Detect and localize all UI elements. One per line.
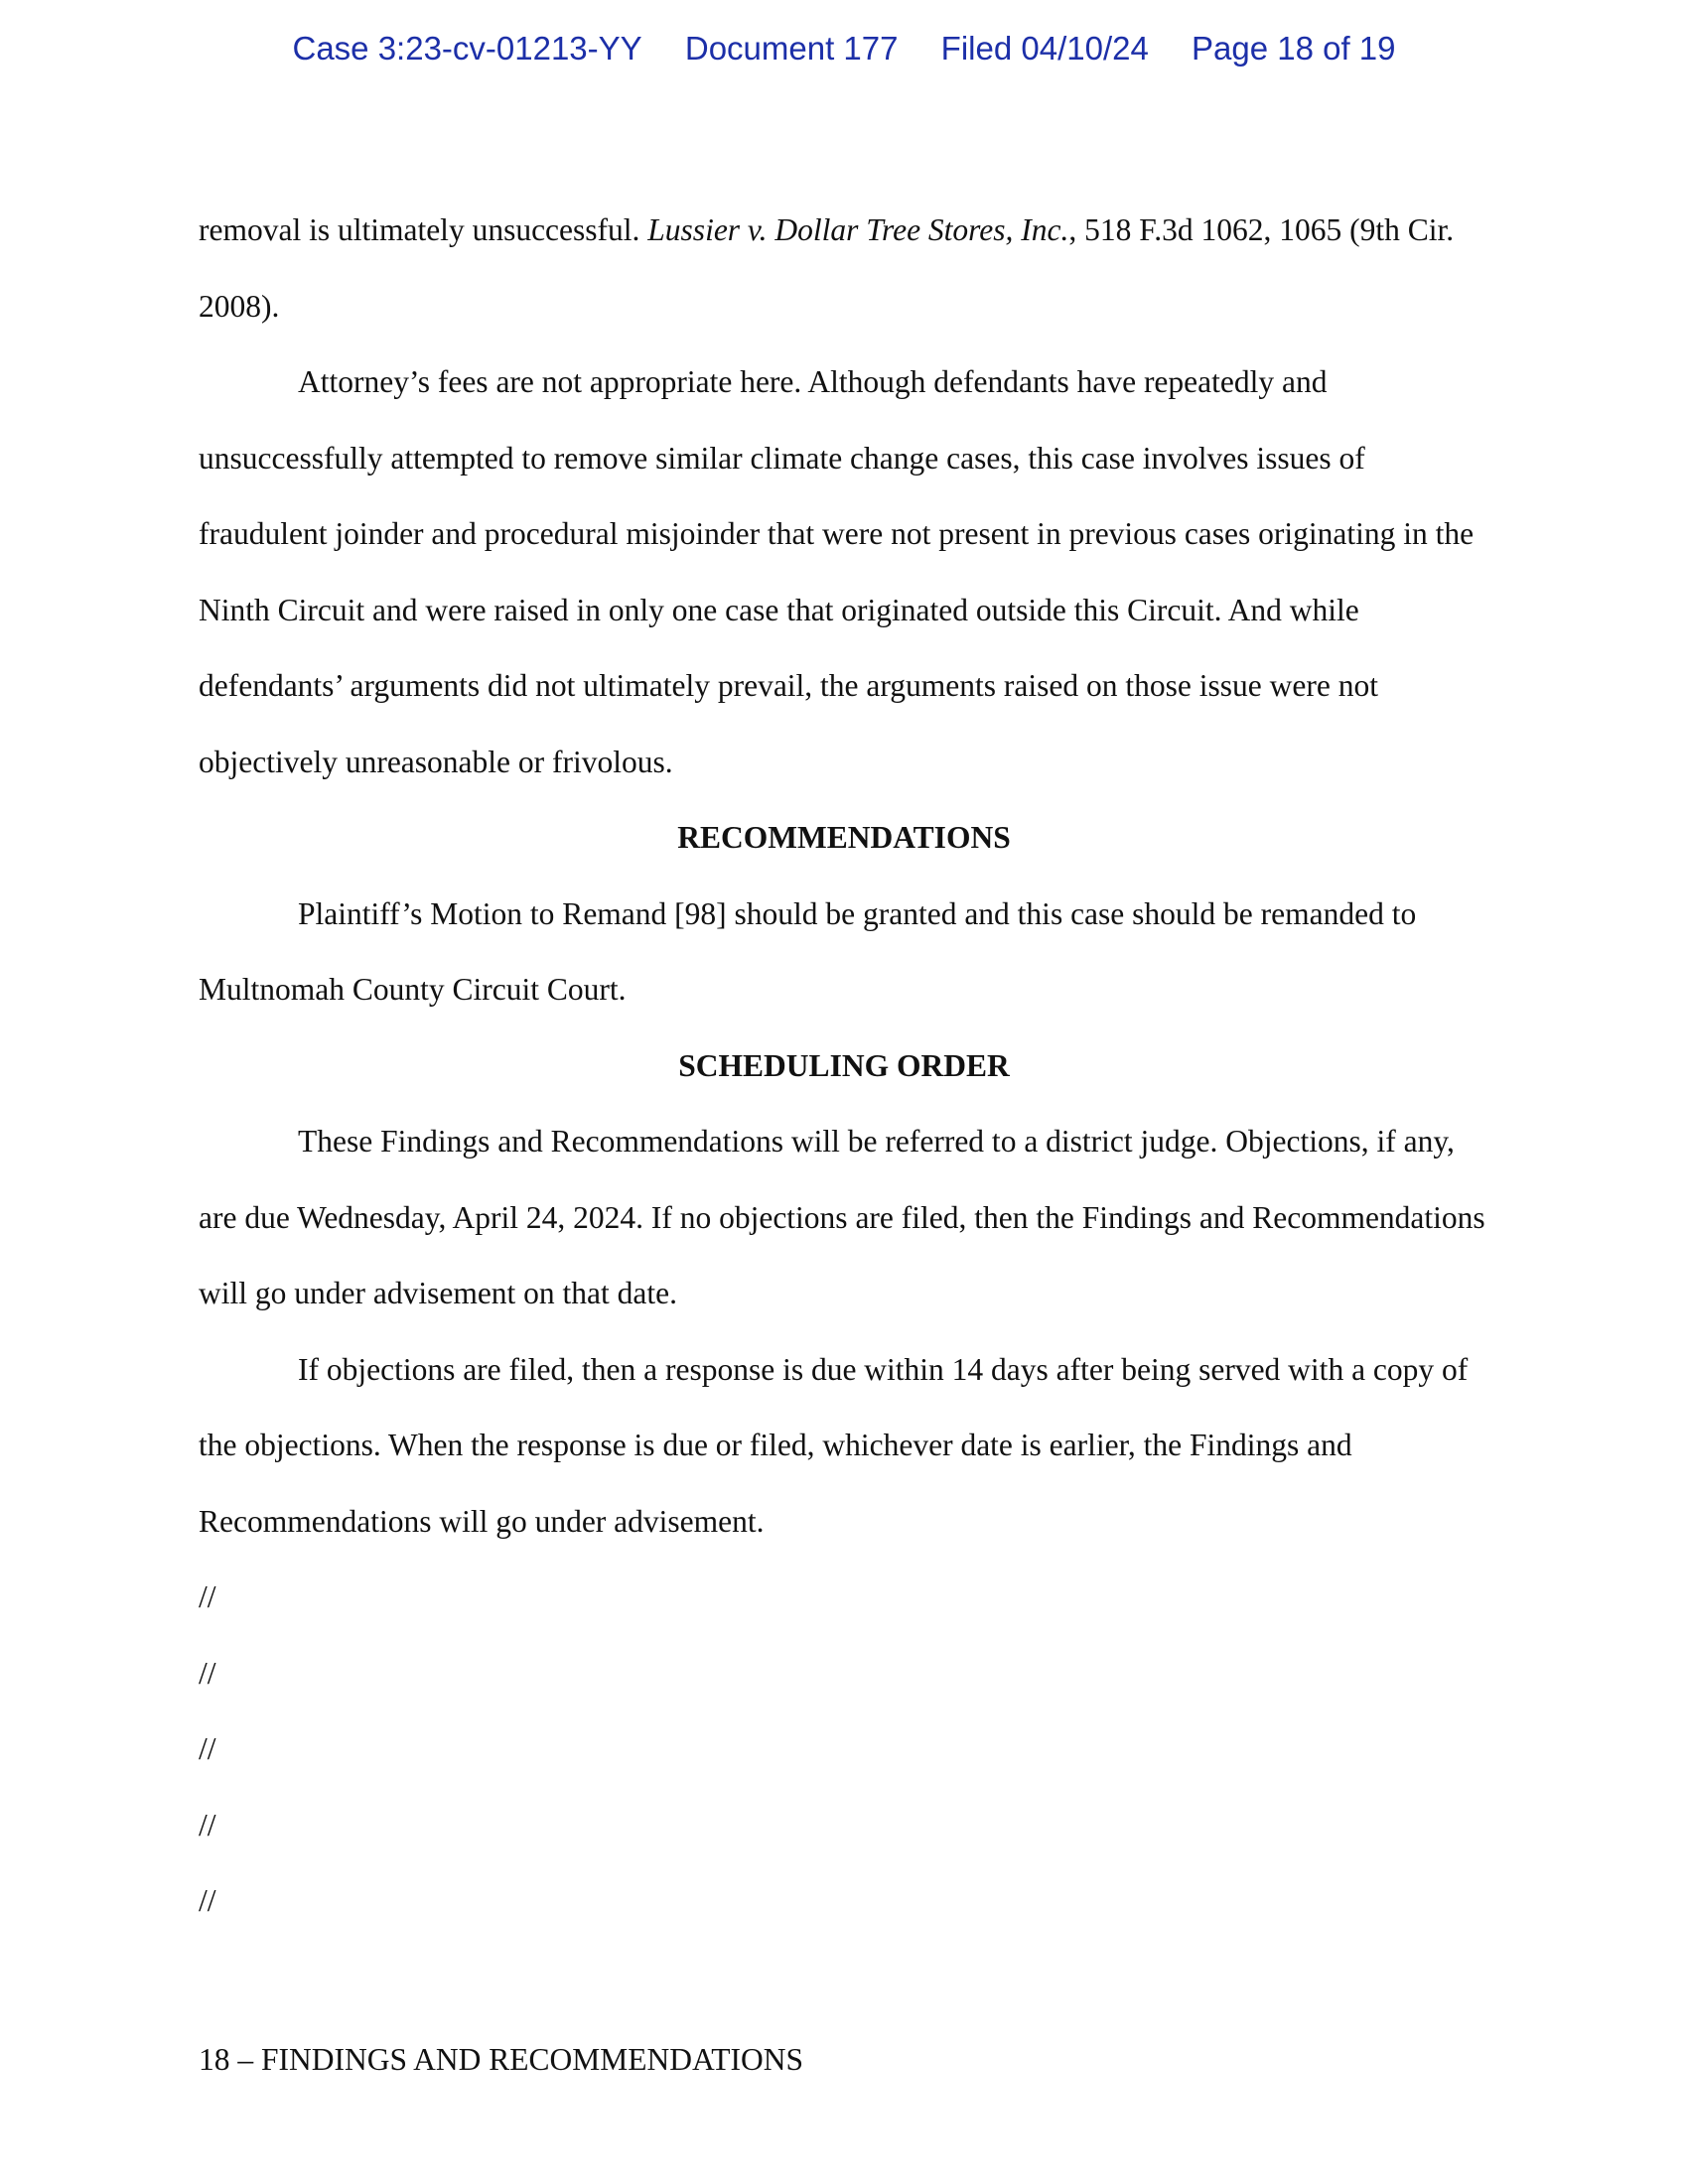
case-number: Case 3:23-cv-01213-YY xyxy=(292,30,642,67)
paragraph-motion-to-remand: Plaintiff’s Motion to Remand [98] should be granted and this case should be remanded to Multnomah County Circuit Court. xyxy=(199,895,1417,1007)
document-number: Document 177 xyxy=(684,30,899,67)
page-footer: 18 – FINDINGS AND RECOMMENDATIONS xyxy=(199,2042,804,2077)
document-body xyxy=(199,193,1489,1940)
paragraph-removal: removal is ultimately unsuccessful. Lussier v. Dollar Tree Stores, Inc., 518 F.3d 1062, 1065 (9th Cir. 2008). xyxy=(199,212,1455,324)
ecf-header xyxy=(0,30,1688,68)
paragraph-attorney-fees: Attorney’s fees are not appropriate here. Although defendants have repeatedly and unsuccessfully attempted to remove similar climate change cases, this case involves issues of fraudulent joinder and procedural misjoinder that were not present in previous cases originating in the Ninth Circuit and were raised in only one case that originated outside this Circuit. And while defendants’ arguments did not ultimately prevail, the arguments raised on those issue were not objectively unreasonable or frivolous. xyxy=(199,364,1475,779)
slash-mark: // xyxy=(199,1655,216,1691)
page-number: Page 18 of 19 xyxy=(1192,30,1396,67)
slash-mark: // xyxy=(199,1883,216,1918)
case-citation: Lussier v. Dollar Tree Stores, Inc. xyxy=(647,212,1069,247)
continuation-marks xyxy=(199,1560,1489,1940)
heading-recommendations: RECOMMENDATIONS xyxy=(677,820,1011,855)
slash-mark: // xyxy=(199,1579,216,1614)
paragraph-objections: If objections are filed, then a response is due within 14 days after being served with a copy of the objections. When the response is due or filed, whichever date is earlier, the Findings and Recommendations will go under advisement. xyxy=(199,1351,1469,1539)
filed-date: Filed 04/10/24 xyxy=(940,30,1149,67)
slash-mark: // xyxy=(199,1731,216,1766)
slash-mark: // xyxy=(199,1807,216,1843)
heading-scheduling-order: SCHEDULING ORDER xyxy=(678,1047,1010,1083)
paragraph-referral: These Findings and Recommendations will be referred to a district judge. Objections, if any, are due Wednesday, April 24, 2024. If no objections are filed, then the Findings and Recommendations will go under advisement on that date. xyxy=(199,1124,1485,1310)
